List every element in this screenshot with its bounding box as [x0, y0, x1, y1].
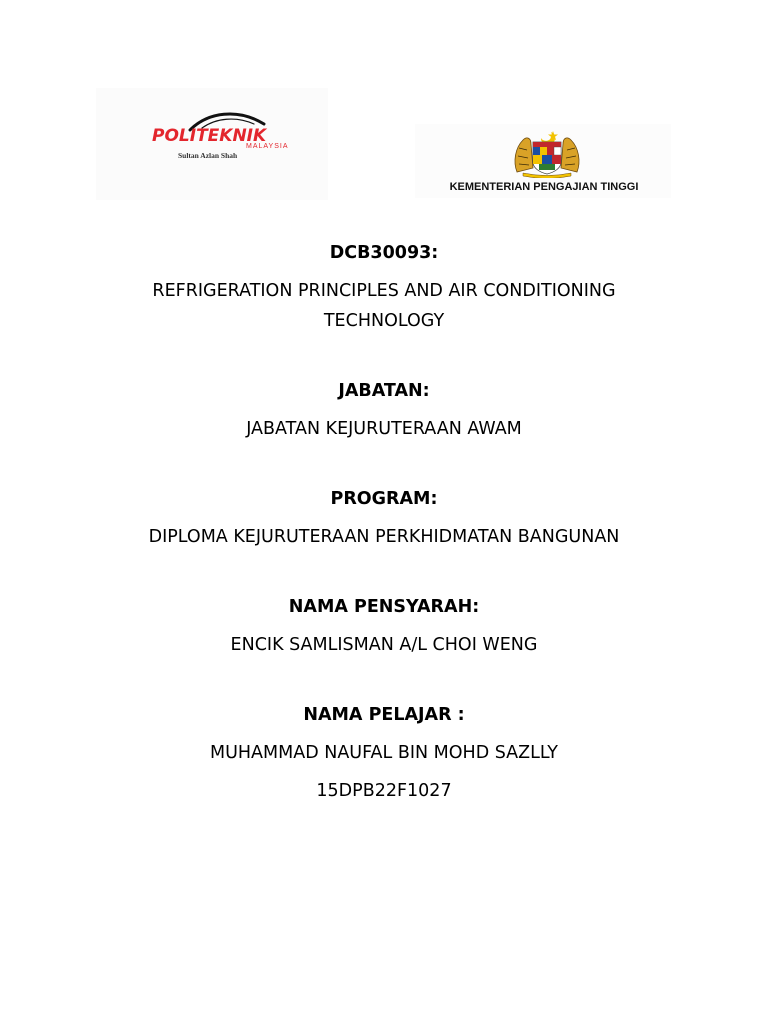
politeknik-campus: Sultan Azlan Shah: [178, 151, 238, 160]
spacer: [100, 336, 668, 376]
course-title-line2: TECHNOLOGY: [323, 311, 445, 331]
politeknik-country: MALAYSIA: [246, 143, 289, 150]
course-code: DCB30093:: [329, 243, 439, 263]
lecturer-label: NAMA PENSYARAH:: [288, 597, 480, 617]
program-value: DIPLOMA KEJURUTERAAN PERKHIDMATAN BANGUNAN: [148, 527, 620, 547]
student-id: 15DPB22F1027: [316, 781, 452, 801]
spacer: [100, 660, 668, 700]
student-name: MUHAMMAD NAUFAL BIN MOHD SAZLLY: [209, 743, 558, 763]
kementerian-logo: [415, 124, 671, 198]
malaysia-coat-of-arms-icon: [511, 128, 583, 178]
program-label: PROGRAM:: [330, 489, 438, 509]
lecturer-value: ENCIK SAMLISMAN A/L CHOI WENG: [230, 635, 538, 655]
politeknik-wordmark: POLITEKNIK: [152, 126, 267, 146]
spacer: [100, 552, 668, 592]
department-value: JABATAN KEJURUTERAAN AWAM: [246, 419, 522, 439]
spacer: [100, 768, 668, 776]
cover-content: [100, 238, 668, 806]
student-label: NAMA PELAJAR :: [303, 705, 465, 725]
spacer: [100, 444, 668, 484]
kementerian-name: KEMENTERIAN PENGAJIAN TINGGI: [449, 181, 639, 193]
department-label: JABATAN:: [338, 381, 430, 401]
politeknik-logo: [96, 88, 328, 200]
course-title-line1: REFRIGERATION PRINCIPLES AND AIR CONDITIONING: [152, 281, 616, 301]
